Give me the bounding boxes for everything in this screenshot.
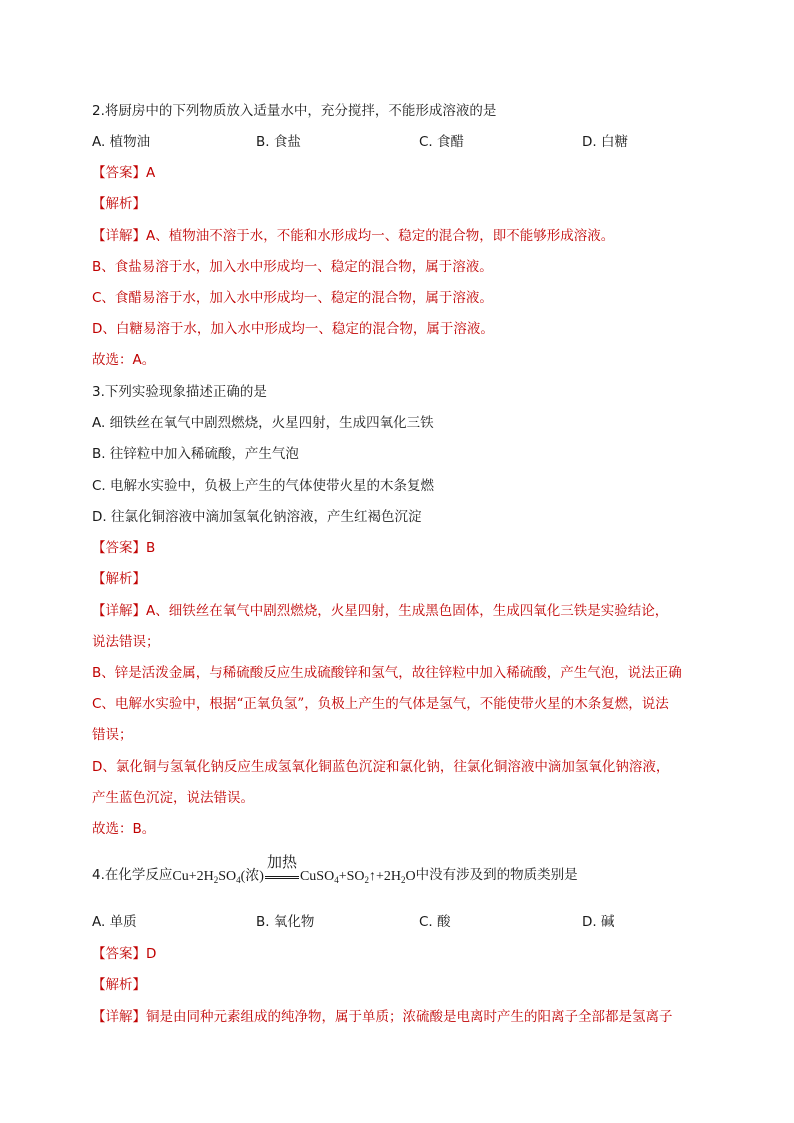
equals-bar xyxy=(265,878,299,879)
answer-value: D xyxy=(146,946,157,962)
q3-detail-1a xyxy=(92,601,668,621)
equals-bar xyxy=(265,876,299,877)
q4-option-a: A. 单质 xyxy=(92,914,137,930)
detail-text: C、电解水实验中，根据 xyxy=(92,696,237,712)
detail-tag: 【详解】 xyxy=(92,1009,146,1025)
detail-text: A、植物油不溶于水，不能和水形成均一、稳定的混合物，即不能够形成溶液。 xyxy=(146,228,615,244)
eq-part: +2H xyxy=(376,869,402,884)
q3-detail-2: B、锌是活泼金属，与稀硫酸反应生成硫酸锌和氢气，故往锌粒中加入稀硫酸，产生气泡，说法正确 xyxy=(92,665,682,681)
q3-detail-1b: 说法错误； xyxy=(92,634,160,650)
question-4-stem xyxy=(92,855,578,889)
q3-detail-3a xyxy=(92,694,669,714)
question-2-stem: 2.将厨房中的下列物质放入适量水中，充分搅拌，不能形成溶液的是 xyxy=(92,103,497,119)
eq-subscript: 2 xyxy=(364,875,369,885)
eq-part: +SO xyxy=(338,869,365,884)
eq-part: O xyxy=(405,869,416,884)
q4-option-b: B. 氧化物 xyxy=(256,914,315,930)
q3-analysis-tag: 【解析】 xyxy=(92,571,146,587)
answer-tag: 【答案】 xyxy=(92,540,146,556)
condition-label: 加热 xyxy=(266,855,297,871)
question-3-stem: 3.下列实验现象描述正确的是 xyxy=(92,384,267,400)
answer-tag: 【答案】 xyxy=(92,165,146,181)
eq-part: SO xyxy=(218,869,237,884)
detail-text: ，负极上产生的气体是氢气，不能使带火星的木条复燃，说法 xyxy=(304,696,669,712)
q2-option-b: B. 食盐 xyxy=(256,134,301,150)
q2-detail-4: D、白糖易溶于水，加入水中形成均一、稳定的混合物，属于溶液。 xyxy=(92,321,494,337)
eq-subscript: 2 xyxy=(213,875,219,885)
eq-subscript: 4 xyxy=(236,875,241,885)
reaction-condition xyxy=(265,855,299,886)
q2-option-c: C. 食醋 xyxy=(419,134,465,150)
detail-tag: 【详解】 xyxy=(92,228,146,244)
q2-detail-1 xyxy=(92,226,614,246)
eq-subscript: 4 xyxy=(334,875,339,885)
q2-analysis-tag: 【解析】 xyxy=(92,196,146,212)
q2-option-a: A. 植物油 xyxy=(92,134,151,150)
q4-detail-1 xyxy=(92,1007,673,1027)
stem-pre: 4.在化学反应 xyxy=(92,867,173,883)
q4-analysis-tag: 【解析】 xyxy=(92,977,146,993)
q2-option-d: D. 白糖 xyxy=(582,134,628,150)
q4-option-d: D. 碱 xyxy=(582,914,615,930)
q2-conclusion: 故选：A。 xyxy=(92,352,156,368)
q3-detail-4b: 产生蓝色沉淀，说法错误。 xyxy=(92,790,254,806)
answer-value: A xyxy=(146,165,156,181)
detail-text: A、细铁丝在氧气中剧烈燃烧，火星四射，生成黑色固体，生成四氧化三铁是实验结论， xyxy=(146,603,669,619)
q2-detail-2: B、食盐易溶于水，加入水中形成均一、稳定的混合物，属于溶液。 xyxy=(92,259,493,275)
eq-part: (浓) xyxy=(240,869,264,884)
answer-tag: 【答案】 xyxy=(92,946,146,962)
gas-arrow: ↑ xyxy=(369,869,376,884)
detail-text: 铜是由同种元素组成的纯净物，属于单质；浓硫酸是电离时产生的阳离子全部都是氢离子 xyxy=(146,1009,673,1025)
q4-answer xyxy=(92,944,156,964)
q3-option-c: C. 电解水实验中，负极上产生的气体使带火星的木条复燃 xyxy=(92,478,435,494)
q4-option-c: C. 酸 xyxy=(419,914,451,930)
q2-answer xyxy=(92,163,155,183)
q3-option-a: A. 细铁丝在氧气中剧烈燃烧，火星四射，生成四氧化三铁 xyxy=(92,415,434,431)
q3-conclusion: 故选：B。 xyxy=(92,821,156,837)
q3-option-b: B. 往锌粒中加入稀硫酸，产生气泡 xyxy=(92,446,299,462)
q2-detail-3: C、食醋易溶于水，加入水中形成均一、稳定的混合物，属于溶液。 xyxy=(92,290,493,306)
q3-detail-4a: D、氯化铜与氢氧化钠反应生成氢氧化铜蓝色沉淀和氯化钠，往氯化铜溶液中滴加氢氧化钠溶液， xyxy=(92,759,670,775)
eq-subscript: 2 xyxy=(401,875,406,885)
chemical-equation xyxy=(172,855,416,885)
eq-part: CuSO xyxy=(299,869,335,884)
q3-option-d: D. 往氯化铜溶液中滴加氢氧化钠溶液，产生红褐色沉淀 xyxy=(92,509,422,525)
detail-quote: “正氧负氢” xyxy=(236,696,305,712)
answer-value: B xyxy=(146,540,156,556)
q3-detail-3b: 错误； xyxy=(92,727,133,743)
detail-tag: 【详解】 xyxy=(92,603,146,619)
stem-post: 中没有涉及到的物质类别是 xyxy=(415,867,578,883)
eq-part: Cu+2H xyxy=(172,869,214,884)
q3-answer xyxy=(92,538,155,558)
